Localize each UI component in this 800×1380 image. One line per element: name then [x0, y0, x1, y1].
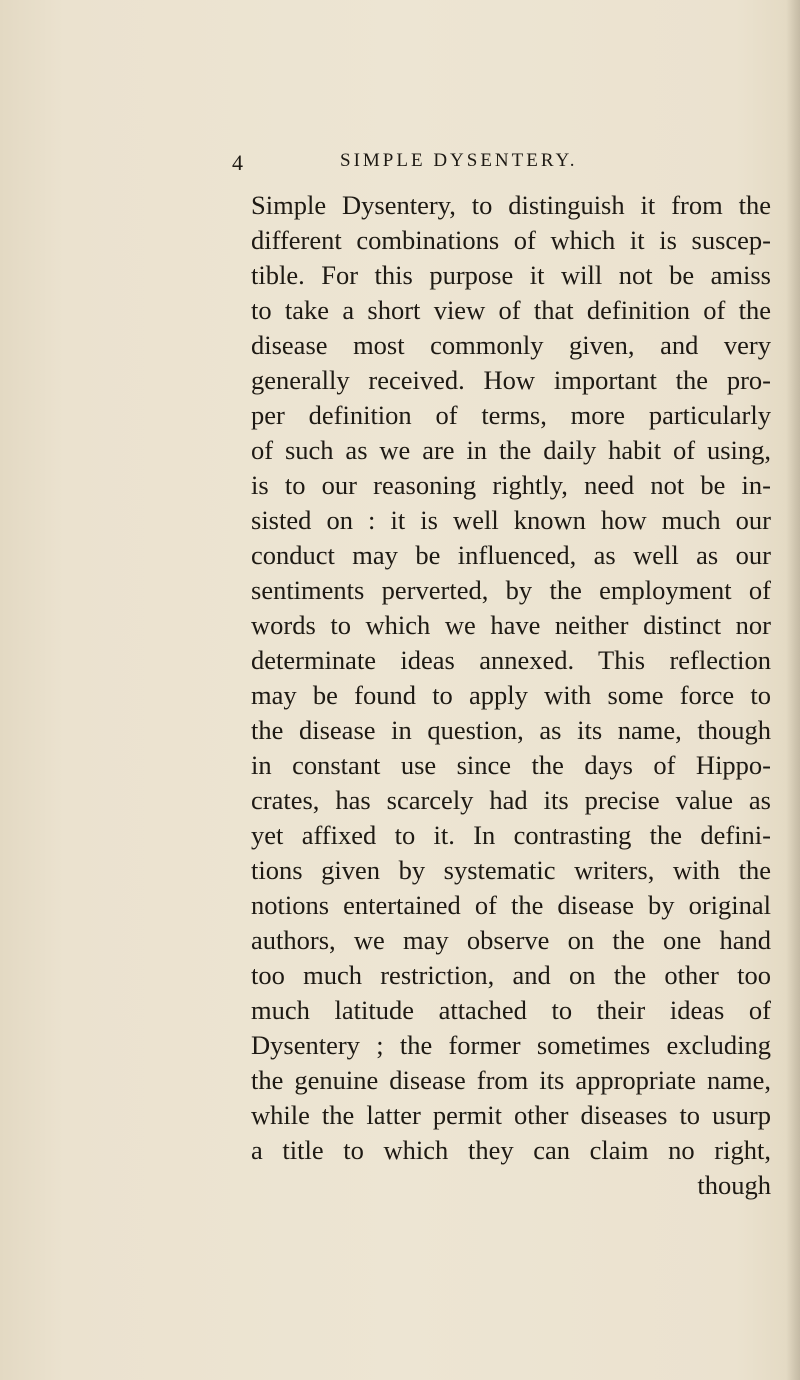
- text-line: is to our reasoning rightly, need not be in-: [251, 470, 771, 500]
- text-line: authors, we may observe on the one hand: [251, 925, 771, 955]
- text-line: generally received. How important the pro-: [251, 365, 771, 395]
- text-line: Dysentery ; the former sometimes excluding: [251, 1030, 771, 1060]
- text-line: determinate ideas annexed. This reflection: [251, 645, 771, 675]
- text-line: sentiments perverted, by the employment of: [251, 575, 771, 605]
- text-line: per definition of terms, more particularly: [251, 400, 771, 430]
- text-line: different combinations of which it is suscep-: [251, 225, 771, 255]
- text-line: Simple Dysentery, to distinguish it from the: [251, 190, 771, 220]
- text-line: notions entertained of the disease by original: [251, 890, 771, 920]
- text-line: much latitude attached to their ideas of: [251, 995, 771, 1025]
- body-text: [251, 188, 771, 1203]
- text-line: the disease in question, as its name, though: [251, 715, 771, 745]
- page-header: [232, 150, 652, 180]
- text-line: too much restriction, and on the other too: [251, 960, 771, 990]
- text-line: may be found to apply with some force to: [251, 680, 771, 710]
- spine-shadow: [786, 0, 800, 1380]
- text-line: sisted on : it is well known how much our: [251, 505, 771, 535]
- text-line: tions given by systematic writers, with the: [251, 855, 771, 885]
- text-line: in constant use since the days of Hippo-: [251, 750, 771, 780]
- text-line: crates, has scarcely had its precise value as: [251, 785, 771, 815]
- text-line: words to which we have neither distinct nor: [251, 610, 771, 640]
- text-line: while the latter permit other diseases to usurp: [251, 1100, 771, 1130]
- text-line: of such as we are in the daily habit of using,: [251, 435, 771, 465]
- text-line: tible. For this purpose it will not be amiss: [251, 260, 771, 290]
- text-line: yet affixed to it. In contrasting the defini-: [251, 820, 771, 850]
- text-line: disease most commonly given, and very: [251, 330, 771, 360]
- text-line: a title to which they can claim no right,: [251, 1135, 771, 1165]
- text-line: to take a short view of that definition of the: [251, 295, 771, 325]
- running-head: SIMPLE DYSENTERY.: [340, 150, 578, 171]
- text-line-catchword: though: [697, 1170, 771, 1200]
- text-line: the genuine disease from its appropriate name,: [251, 1065, 771, 1095]
- page-number: 4: [232, 150, 244, 175]
- text-line: conduct may be influenced, as well as our: [251, 540, 771, 570]
